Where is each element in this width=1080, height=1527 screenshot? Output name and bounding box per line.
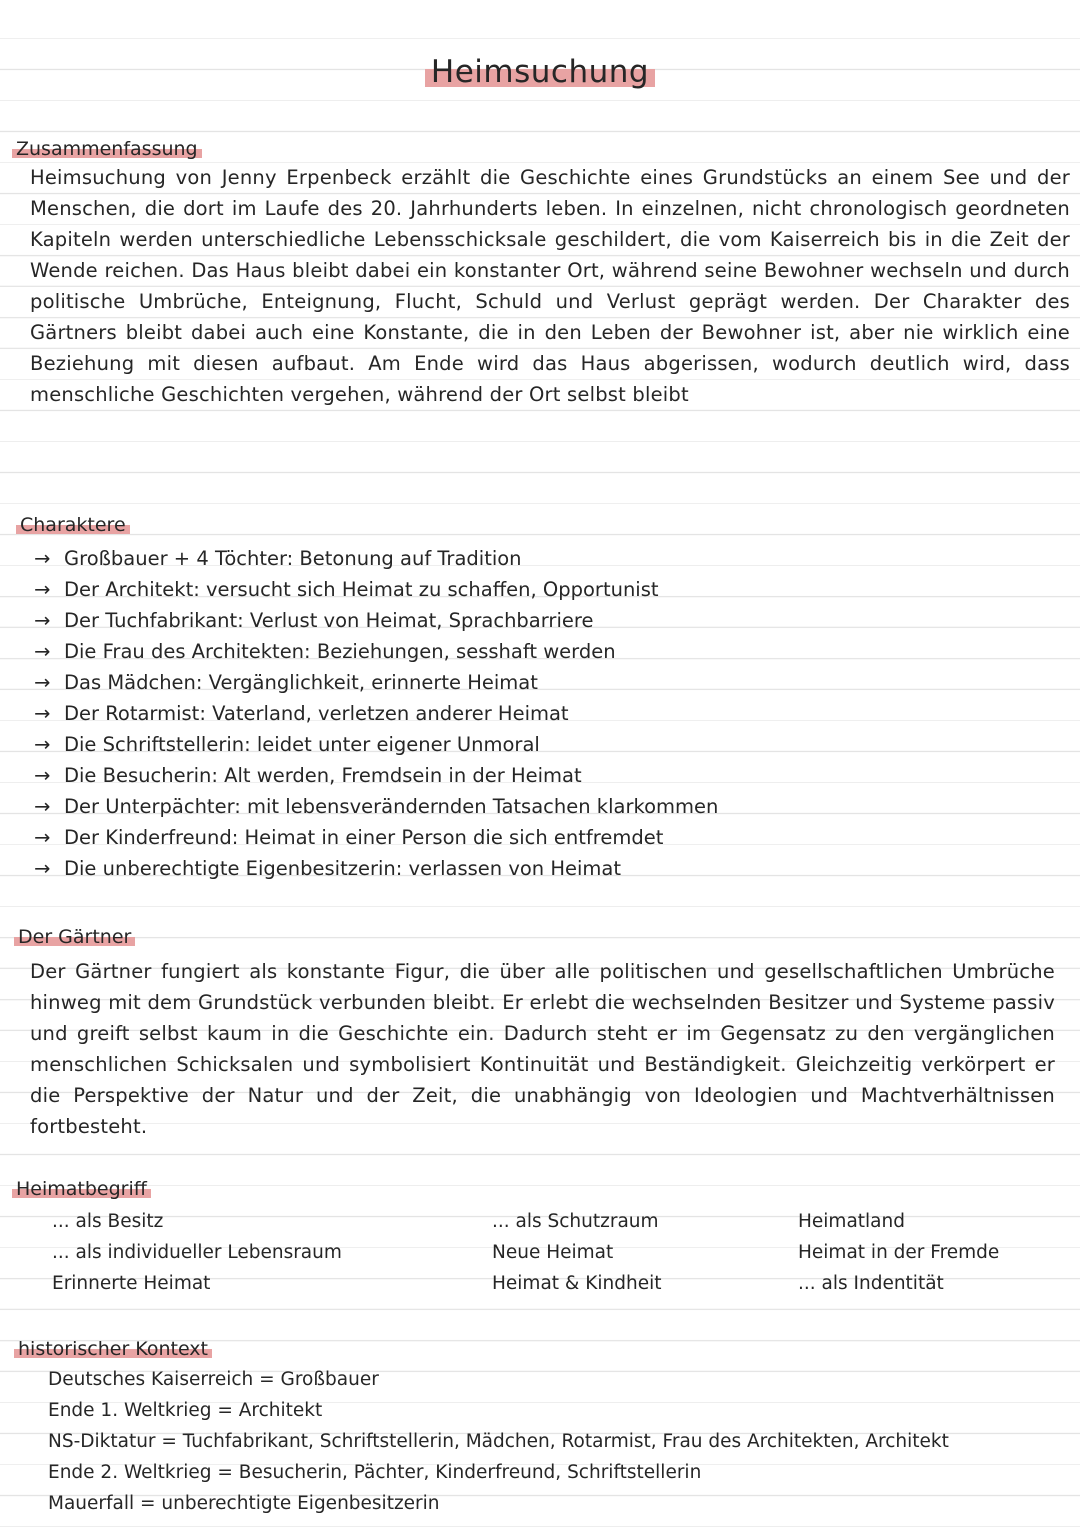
list-item: → Der Tuchfabrikant: Verlust von Heimat, Sprachbarriere [34,605,718,636]
summary-text: Heimsuchung von Jenny Erpenbeck erzählt die Geschichte eines Grundstücks an einem See und der Menschen, die dort im Laufe des 20. Jahrhunderts leben. In einzelnen, nicht chronologisch geordneten Kapiteln werden unterschiedliche Lebensschicksale geschildert, die vom Kaiserreich bis in die Zeit der Wende reichen. Das Haus bleibt dabei ein konstanter Ort, während seine Bewohner wechseln und durch politische Umbrüche, Enteignung, Flucht, Schuld und Verlust geprägt werden. Der Charakter des Gärtners bleibt dabei auch eine Konstante, die in den Leben der Bewohner ist, aber nie wirklich eine Beziehung mit diesen aufbaut. Am Ende wird das Haus abgerissen, wodurch deutlich wird, dass menschliche Geschichten vergehen, während der Ort selbst bleibt [30,166,1070,406]
homeland-item: ... als Schutzraum [492,1211,659,1232]
summary-heading: Zusammenfassung [12,138,202,160]
homeland-item: Erinnerte Heimat [52,1273,211,1294]
list-item: Deutsches Kaiserreich = Großbauer [48,1369,379,1390]
list-item: → Die Besucherin: Alt werden, Fremdsein in der Heimat [34,760,718,791]
list-item: → Großbauer + 4 Töchter: Betonung auf Tradition [34,543,718,574]
arrow-icon: → [34,733,51,756]
arrow-icon: → [34,857,51,880]
list-item: NS-Diktatur = Tuchfabrikant, Schriftstellerin, Mädchen, Rotarmist, Frau des Architekten, Architekt [48,1431,949,1452]
homeland-item: ... als individueller Lebensraum [52,1242,342,1263]
list-item: → Der Unterpächter: mit lebensverändernden Tatsachen klarkommen [34,791,718,822]
list-item: Ende 1. Weltkrieg = Architekt [48,1400,323,1421]
arrow-icon: → [34,795,51,818]
list-item: Ende 2. Weltkrieg = Besucherin, Pächter, Kinderfreund, Schriftstellerin [48,1462,702,1483]
gardener-text: Der Gärtner fungiert als konstante Figur, die über alle politischen und gesellschaftlichen Umbrüche hinweg mit dem Grundstück verbunden bleibt. Er erlebt die wechselnden Besitzer und Systeme passiv und greift selbst kaum in die Geschichte ein. Dadurch steht er im Gegensatz zu den vergänglichen menschlichen Schicksalen und symbolisiert Kontinuität und Beständigkeit. Gleichzeitig verkörpert er die Perspektive der Natur und der Zeit, die unabhängig von Ideologien und Machtverhältnissen fortbesteht. [30,960,1055,1138]
gardener-heading: Der Gärtner [14,926,135,948]
homeland-item: ... als Besitz [52,1211,164,1232]
homeland-item: Neue Heimat [492,1242,614,1263]
arrow-icon: → [34,702,51,725]
arrow-icon: → [34,547,51,570]
list-item: Mauerfall = unberechtigte Eigenbesitzerin [48,1493,440,1514]
list-item: → Der Architekt: versucht sich Heimat zu schaffen, Opportunist [34,574,718,605]
homeland-heading: Heimatbegriff [12,1178,151,1200]
characters-heading: Charaktere [16,514,130,536]
list-item: → Die Frau des Architekten: Beziehungen, sesshaft werden [34,636,718,667]
list-item: → Der Kinderfreund: Heimat in einer Person die sich entfremdet [34,822,718,853]
list-item: → Die Schriftstellerin: leidet unter eigener Unmoral [34,729,718,760]
history-heading: historischer Kontext [14,1338,212,1360]
list-item: → Die unberechtigte Eigenbesitzerin: verlassen von Heimat [34,853,718,884]
homeland-item: Heimatland [798,1211,905,1232]
arrow-icon: → [34,640,51,663]
homeland-item: Heimat & Kindheit [492,1273,662,1294]
arrow-icon: → [34,826,51,849]
list-item: → Der Rotarmist: Vaterland, verletzen anderer Heimat [34,698,718,729]
page-title: Heimsuchung [0,54,1080,90]
arrow-icon: → [34,578,51,601]
characters-list [34,543,718,884]
arrow-icon: → [34,609,51,632]
homeland-item: Heimat in der Fremde [798,1242,1000,1263]
arrow-icon: → [34,671,51,694]
homeland-item: ... als Indentität [798,1273,944,1294]
list-item: → Das Mädchen: Vergänglichkeit, erinnerte Heimat [34,667,718,698]
arrow-icon: → [34,764,51,787]
history-list [48,1364,949,1519]
